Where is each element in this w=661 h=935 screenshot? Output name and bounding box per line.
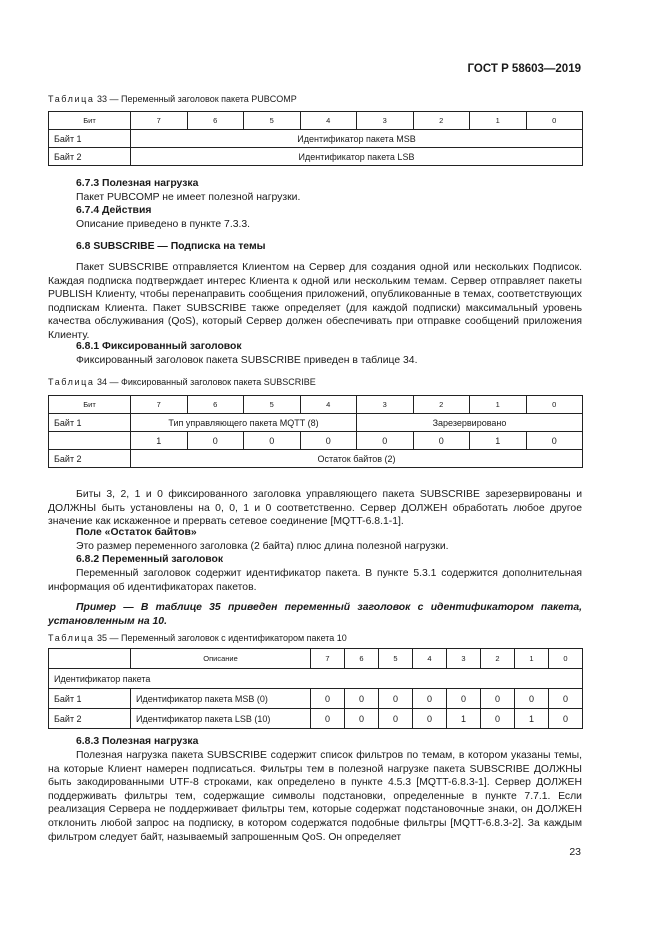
- bit-cell: 3: [447, 649, 481, 669]
- section-6-7-3: [76, 177, 581, 231]
- page-number: 23: [569, 846, 581, 858]
- bit-value-cell: 0: [311, 689, 345, 709]
- table-row: [49, 689, 583, 709]
- bit-value-cell: 0: [413, 689, 447, 709]
- bit-value-cell: 0: [345, 689, 379, 709]
- byte-label-cell: Байт 1: [49, 414, 131, 432]
- table-row: [49, 148, 583, 166]
- reserved-cell: Зарезервировано: [357, 414, 583, 432]
- section-heading: 6.8.2 Переменный заголовок: [76, 554, 224, 566]
- empty-cell: [49, 432, 131, 450]
- bit-value-cell: 0: [311, 709, 345, 729]
- bit-value-cell: 0: [526, 432, 583, 450]
- bit-cell: 0: [526, 112, 583, 130]
- bit-cell: 4: [300, 396, 357, 414]
- bit-value-cell: 0: [187, 432, 244, 450]
- description-header-cell: Описание: [131, 649, 311, 669]
- paragraph-variable-header: Переменный заголовок содержит идентификатор пакета. В пункте 5.3.1 содержится дополнительная информация об идентификаторах пакетов.: [48, 568, 582, 593]
- bit-value-cell: 0: [481, 709, 515, 729]
- caption-text: 33 — Переменный заголовок пакета PUBCOMP: [97, 94, 297, 104]
- table-row: [49, 450, 583, 468]
- table-row: [49, 414, 583, 432]
- bit-value-cell: 0: [413, 709, 447, 729]
- packet-type-cell: Тип управляющего пакета MQTT (8): [131, 414, 357, 432]
- byte-value-cell: Идентификатор пакета MSB: [131, 130, 583, 148]
- paragraph: Описание приведено в пункте 7.3.3.: [76, 218, 251, 230]
- bit-cell: 1: [515, 649, 549, 669]
- table-row: [49, 669, 583, 689]
- table-35: [48, 648, 583, 729]
- table-33: [48, 111, 583, 166]
- remaining-length-cell: Остаток байтов (2): [131, 450, 583, 468]
- bit-cell: 5: [244, 112, 301, 130]
- bit-label-cell: Бит: [49, 396, 131, 414]
- byte-label-cell: Байт 2: [49, 148, 131, 166]
- bit-value-cell: 1: [447, 709, 481, 729]
- table-row: [49, 709, 583, 729]
- table-row: [49, 432, 583, 450]
- paragraph: Это размер переменного заголовка (2 байта) плюс длина полезной нагрузки.: [76, 540, 449, 552]
- bit-cell: 2: [413, 112, 470, 130]
- empty-cell: [49, 649, 131, 669]
- paragraph: Фиксированный заголовок пакета SUBSCRIBE приведен в таблице 34.: [76, 354, 418, 366]
- bit-value-cell: 0: [379, 709, 413, 729]
- standard-number: ГОСТ Р 58603—2019: [467, 63, 581, 75]
- section-heading: 6.7.4 Действия: [76, 205, 152, 217]
- bit-cell: 1: [470, 112, 527, 130]
- caption-prefix: Таблица: [48, 94, 95, 104]
- byte-label-cell: Байт 1: [49, 689, 131, 709]
- table-35-caption: [48, 633, 347, 643]
- description-cell: Идентификатор пакета MSB (0): [131, 689, 311, 709]
- section-6-8-1: [76, 340, 581, 367]
- byte-label-cell: Байт 1: [49, 130, 131, 148]
- bit-cell: 7: [131, 112, 188, 130]
- group-label-cell: Идентификатор пакета: [49, 669, 583, 689]
- section-heading-6-8: 6.8 SUBSCRIBE — Подписка на темы: [76, 241, 266, 252]
- section-heading: 6.8.1 Фиксированный заголовок: [76, 341, 242, 352]
- byte-label-cell: Байт 2: [49, 450, 131, 468]
- bit-value-cell: 0: [413, 432, 470, 450]
- bit-value-cell: 0: [481, 689, 515, 709]
- bit-cell: 0: [549, 649, 583, 669]
- bit-value-cell: 0: [379, 689, 413, 709]
- table-34-caption: [48, 377, 316, 387]
- bit-cell: 0: [526, 396, 583, 414]
- paragraph-subscribe: Пакет SUBSCRIBE отправляется Клиентом на Сервер для создания одной или нескольких Подписок. Каждая подписка подтверждает интерес Клиента к одной или нескольким темам. Сервер отправляет пакеты PUBLISH Клиенту, чтобы перенаправить сообщения приложений, опубликованные в темах, соответствующих подпискам Клиента. Пакет SUBSCRIBE также определяет (для каждой подписки) максимальный уровень качества обслуживания (QoS), который Сервер должен обеспечивать при отправке сообщений приложения Клиенту.: [48, 262, 582, 341]
- bit-value-cell: 0: [549, 709, 583, 729]
- bit-cell: 2: [481, 649, 515, 669]
- bit-cell: 1: [470, 396, 527, 414]
- byte-value-cell: Идентификатор пакета LSB: [131, 148, 583, 166]
- bit-cell: 6: [187, 112, 244, 130]
- bit-cell: 4: [413, 649, 447, 669]
- bit-label-cell: Бит: [49, 112, 131, 130]
- bit-cell: 6: [345, 649, 379, 669]
- bit-cell: 3: [357, 396, 414, 414]
- bit-cell: 7: [131, 396, 188, 414]
- bit-value-cell: 0: [345, 709, 379, 729]
- bit-value-cell: 0: [447, 689, 481, 709]
- bit-cell: 5: [379, 649, 413, 669]
- table-33-caption: [48, 94, 297, 104]
- bit-cell: 6: [187, 396, 244, 414]
- paragraph: Пакет PUBCOMP не имеет полезной нагрузки.: [76, 191, 301, 203]
- table-header-row: [49, 396, 583, 414]
- bit-value-cell: 0: [357, 432, 414, 450]
- bit-value-cell: 0: [549, 689, 583, 709]
- bit-cell: 4: [300, 112, 357, 130]
- bit-cell: 2: [413, 396, 470, 414]
- section-heading: Поле «Остаток байтов»: [76, 527, 197, 538]
- bit-value-cell: 1: [131, 432, 188, 450]
- bit-value-cell: 0: [515, 689, 549, 709]
- description-cell: Идентификатор пакета LSB (10): [131, 709, 311, 729]
- bit-value-cell: 1: [470, 432, 527, 450]
- byte-label-cell: Байт 2: [49, 709, 131, 729]
- section-heading: 6.7.3 Полезная нагрузка: [76, 178, 199, 189]
- table-header-row: [49, 112, 583, 130]
- bit-cell: 3: [357, 112, 414, 130]
- caption-text: 34 — Фиксированный заголовок пакета SUBSCRIBE: [97, 377, 316, 387]
- caption-prefix: Таблица: [48, 633, 95, 643]
- bit-value-cell: 1: [515, 709, 549, 729]
- table-header-row: [49, 649, 583, 669]
- section-heading-6-8-3: 6.8.3 Полезная нагрузка: [76, 736, 199, 747]
- bit-value-cell: 0: [300, 432, 357, 450]
- bit-cell: 5: [244, 396, 301, 414]
- caption-text: 35 — Переменный заголовок с идентификатором пакета 10: [97, 633, 347, 643]
- paragraph-payload: Полезная нагрузка пакета SUBSCRIBE содержит список фильтров по темам, в котором указаны темы, на которые Клиент намерен подписаться. Фильтры тем в полезной нагрузке пакета SUBSCRIBE ДОЛЖНЫ быть закодированными UTF-8 строками, как определено в пункте 4.5.3 [MQTT-6.8.3-1]. Сервер ДОЛЖЕН поддерживать фильтры тем, содержащие символы подстановки, определенные в пункте 7.7.1. Если реализация Сервера не поддерживает фильтры тем, которые содержат подстановочные знаки, он ДОЛЖЕН отклонить любой запрос на подписку, в котором содержатся подобные фильтры [MQTT-6.8.3-2]. За каждым фильтром следует байт, называемый запрошенным QoS. Он определяет: [48, 750, 582, 843]
- remaining-length-section: [76, 526, 581, 567]
- table-row: [49, 130, 583, 148]
- example-note: Пример — В таблице 35 приведен переменный заголовок с идентификатором пакета, установленным на 10.: [48, 602, 582, 627]
- paragraph-reserved-bits: Биты 3, 2, 1 и 0 фиксированного заголовка управляющего пакета SUBSCRIBE зарезервированы и ДОЛЖНЫ быть установлены на 0, 0, 1 и 0 соответственно. Сервер ДОЛЖЕН обработать любое другое значение как искаженное и прервать сетевое соединение [MQTT-6.8.1-1].: [48, 489, 582, 528]
- bit-cell: 7: [311, 649, 345, 669]
- bit-value-cell: 0: [244, 432, 301, 450]
- table-34: [48, 395, 583, 468]
- caption-prefix: Таблица: [48, 377, 95, 387]
